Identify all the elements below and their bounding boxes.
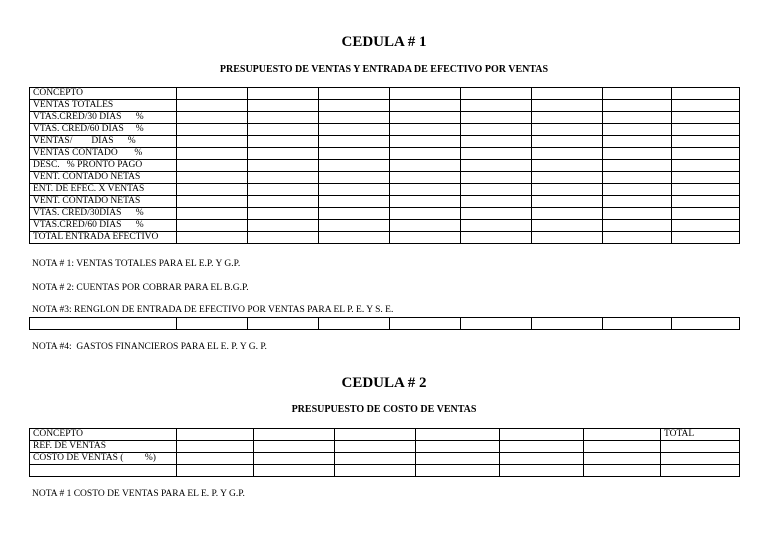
cedula-2-table: [29, 428, 740, 477]
table-cell: [500, 429, 584, 441]
table-cell: [248, 148, 319, 160]
table-cell: [603, 88, 672, 100]
table-row: [30, 88, 740, 100]
cedula-2-note-1: NOTA # 1 COSTO DE VENTAS PARA EL E. P. Y G.P.: [32, 489, 245, 499]
table-cell: [177, 184, 248, 196]
table-cell: [500, 441, 584, 453]
table-cell: [177, 465, 254, 477]
table-cell: [248, 172, 319, 184]
table-cell: [335, 429, 416, 441]
table-cell: [672, 220, 740, 232]
table-cell: [461, 124, 532, 136]
table-cell: [672, 112, 740, 124]
row-label: VTAS. CRED/60 DIAS %: [30, 124, 177, 136]
table-cell: [461, 196, 532, 208]
table-cell: [584, 465, 661, 477]
cedula-1-table: [29, 87, 740, 244]
table-cell: [390, 160, 461, 172]
table-cell: [603, 232, 672, 244]
table-row: [30, 160, 740, 172]
table-cell: [532, 124, 603, 136]
table-cell: [672, 232, 740, 244]
table-cell: [461, 136, 532, 148]
table-row: [30, 112, 740, 124]
table-cell: [584, 453, 661, 465]
table-cell: [390, 232, 461, 244]
table-cell: [461, 184, 532, 196]
table-cell: [319, 124, 390, 136]
table-cell: [672, 172, 740, 184]
table-cell: [248, 124, 319, 136]
table-cell: [177, 124, 248, 136]
table-cell: [672, 100, 740, 112]
table-cell: [248, 208, 319, 220]
table-cell: [603, 124, 672, 136]
row-label: DESC. % PRONTO PAGO: [30, 160, 177, 172]
table-cell: [390, 112, 461, 124]
cedula-1-title: CEDULA # 1: [341, 34, 427, 50]
table-cell: [584, 441, 661, 453]
row-label: VENT. CONTADO NETAS: [30, 172, 177, 184]
table-cell: [319, 220, 390, 232]
table-cell: [319, 208, 390, 220]
table-cell: [254, 465, 335, 477]
table-row: [30, 318, 740, 330]
table-cell: [532, 232, 603, 244]
table-cell: [672, 148, 740, 160]
table-cell: [248, 232, 319, 244]
table-cell: [661, 465, 740, 477]
table-cell: [661, 453, 740, 465]
table-cell: [603, 184, 672, 196]
table-cell: [177, 100, 248, 112]
table-row: [30, 453, 740, 465]
table-cell: [319, 160, 390, 172]
table-row: [30, 220, 740, 232]
table-cell: [672, 184, 740, 196]
table-row: [30, 184, 740, 196]
table-cell: [390, 124, 461, 136]
row-label: VENTAS/ DIAS %: [30, 136, 177, 148]
table-cell: [390, 136, 461, 148]
table-cell: [319, 88, 390, 100]
table-row: [30, 172, 740, 184]
table-cell: [532, 112, 603, 124]
table-cell: [248, 160, 319, 172]
table-cell: [177, 136, 248, 148]
table-cell: [416, 465, 500, 477]
table-row: [30, 232, 740, 244]
row-label: CONCEPTO: [30, 88, 177, 100]
table-cell: [532, 220, 603, 232]
row-label: VENT. CONTADO NETAS: [30, 196, 177, 208]
table-cell: [248, 136, 319, 148]
table-cell: [248, 112, 319, 124]
row-label: VENTAS TOTALES: [30, 100, 177, 112]
table-cell: [584, 429, 661, 441]
table-cell: [416, 441, 500, 453]
row-label: ENT. DE EFEC. X VENTAS: [30, 184, 177, 196]
table-cell: [603, 136, 672, 148]
table-row: [30, 148, 740, 160]
table-cell: [177, 441, 254, 453]
row-label: TOTAL ENTRADA EFECTIVO: [30, 232, 177, 244]
table-cell: [390, 184, 461, 196]
table-cell: [390, 100, 461, 112]
cedula-1-note-4: NOTA #4: GASTOS FINANCIEROS PARA EL E. P. Y G. P.: [32, 342, 267, 352]
table-cell: [532, 196, 603, 208]
table-row: [30, 429, 740, 441]
table-cell: [335, 465, 416, 477]
table-cell: [532, 148, 603, 160]
table-cell: [177, 220, 248, 232]
table-cell: [532, 100, 603, 112]
table-cell: [177, 429, 254, 441]
table-row: [30, 208, 740, 220]
table-cell: [603, 112, 672, 124]
table-cell: [319, 184, 390, 196]
table-cell: [603, 160, 672, 172]
total-header: TOTAL: [661, 429, 740, 441]
row-label: VTAS. CRED/30DIAS %: [30, 208, 177, 220]
cedula-2-subtitle: PRESUPUESTO DE COSTO DE VENTAS: [291, 404, 477, 415]
table-cell: [672, 136, 740, 148]
table-row: [30, 136, 740, 148]
table-cell: [177, 453, 254, 465]
table-cell: [177, 232, 248, 244]
table-cell: [461, 220, 532, 232]
row-label: CONCEPTO: [30, 429, 177, 441]
table-cell: [532, 160, 603, 172]
table-cell: [177, 160, 248, 172]
table-cell: [461, 112, 532, 124]
table-cell: [177, 148, 248, 160]
table-cell: [603, 172, 672, 184]
table-cell: [461, 160, 532, 172]
table-cell: [390, 196, 461, 208]
table-cell: [603, 196, 672, 208]
table-cell: [390, 220, 461, 232]
table-cell: [461, 88, 532, 100]
table-cell: [177, 112, 248, 124]
table-cell: [390, 88, 461, 100]
table-cell: [390, 172, 461, 184]
table-cell: [672, 208, 740, 220]
table-cell: [177, 196, 248, 208]
cedula-1-note-3: NOTA #3: RENGLON DE ENTRADA DE EFECTIVO POR VENTAS PARA EL P. E. Y S. E.: [32, 305, 394, 315]
table-cell: [603, 148, 672, 160]
table-cell: [177, 88, 248, 100]
table-cell: [532, 184, 603, 196]
table-cell: [461, 148, 532, 160]
table-cell: [248, 196, 319, 208]
table-cell: [532, 136, 603, 148]
row-label: COSTO DE VENTAS ( %): [30, 453, 177, 465]
table-cell: [319, 196, 390, 208]
table-cell: [390, 148, 461, 160]
table-cell: [672, 88, 740, 100]
table-cell: [672, 124, 740, 136]
table-cell: [461, 208, 532, 220]
table-cell: [177, 172, 248, 184]
table-row: [30, 100, 740, 112]
table-cell: [254, 441, 335, 453]
table-cell: [500, 453, 584, 465]
cedula-1-note-1: NOTA # 1: VENTAS TOTALES PARA EL E.P. Y G.P.: [32, 259, 241, 269]
table-cell: [319, 232, 390, 244]
table-cell: [319, 112, 390, 124]
table-cell: [603, 100, 672, 112]
table-cell: [248, 184, 319, 196]
table-cell: [335, 441, 416, 453]
table-cell: [319, 100, 390, 112]
table-cell: [177, 208, 248, 220]
table-cell: [672, 196, 740, 208]
table-cell: [254, 453, 335, 465]
table-cell: [390, 208, 461, 220]
table-row: [30, 441, 740, 453]
table-cell: [254, 429, 335, 441]
table-cell: [416, 453, 500, 465]
cedula-2-title: CEDULA # 2: [341, 375, 427, 391]
table-row: [30, 196, 740, 208]
row-label: VTAS.CRED/30 DIAS %: [30, 112, 177, 124]
table-cell: [461, 172, 532, 184]
table-cell: [603, 220, 672, 232]
table-cell: [319, 148, 390, 160]
table-cell: [319, 172, 390, 184]
table-cell: [532, 88, 603, 100]
table-cell: [603, 208, 672, 220]
table-cell: [416, 429, 500, 441]
table-row: [30, 465, 740, 477]
table-cell: [672, 160, 740, 172]
cedula-1-note-2: NOTA # 2: CUENTAS POR COBRAR PARA EL B.G.P.: [32, 283, 249, 293]
row-label: VTAS.CRED/60 DIAS %: [30, 220, 177, 232]
table-cell: [335, 453, 416, 465]
table-cell: [248, 100, 319, 112]
table-cell: [248, 220, 319, 232]
table-cell: [500, 465, 584, 477]
row-label: VENTAS CONTADO %: [30, 148, 177, 160]
table-cell: [661, 441, 740, 453]
table-cell: [461, 232, 532, 244]
cedula-1-subtitle: PRESUPUESTO DE VENTAS Y ENTRADA DE EFECTIVO POR VENTAS: [219, 64, 549, 75]
table-cell: [532, 172, 603, 184]
cedula-1-note-3-table: [29, 317, 740, 330]
table-cell: [532, 208, 603, 220]
row-label: REF. DE VENTAS: [30, 441, 177, 453]
table-cell: [248, 88, 319, 100]
table-row: [30, 124, 740, 136]
table-cell: [461, 100, 532, 112]
row-label: [30, 465, 177, 477]
table-cell: [319, 136, 390, 148]
